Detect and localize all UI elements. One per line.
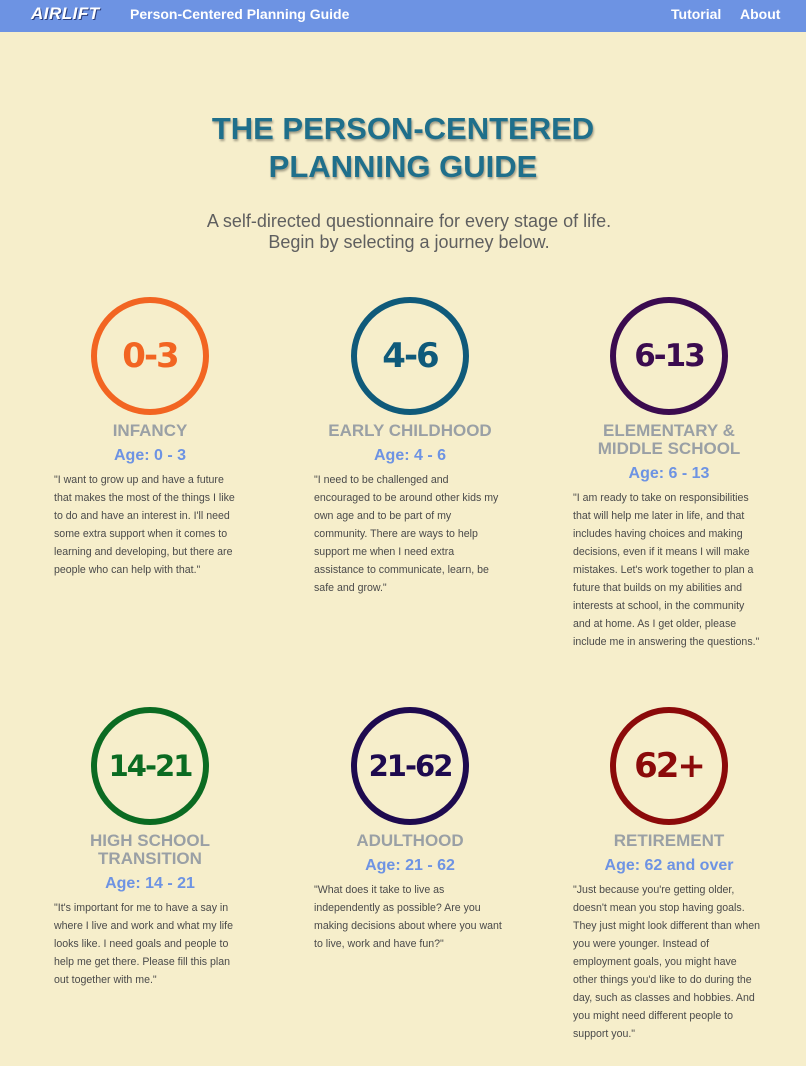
stage-title[interactable] [561,832,777,850]
nav-tutorial-link[interactable]: Tutorial [671,6,722,22]
stage-quote: "I am ready to take on responsibilities that will help me later in life, and that includes having choices and making decisions, even if it means I will make mistakes. Let's work together to plan a future that builds on my abilities and interests at school, in the community and at home. As I get older, please include me in answering the questions." [573,492,760,648]
nav-about-link[interactable]: About [740,6,781,22]
stage-age: Age: 4 - 6 [373,447,446,464]
page-subtitle [0,211,806,253]
stage-title-line2: MIDDLE SCHOOL [597,439,741,458]
page-subtitle-line2: Begin by selecting a journey below. [268,232,550,252]
stage-title-line1: INFANCY [112,421,188,440]
page-title-line2: PLANNING GUIDE [268,149,538,184]
stage-title[interactable] [302,422,518,440]
top-navbar [0,0,806,32]
stage-age: Age: 21 - 62 [365,857,455,874]
stage-title-line1: RETIREMENT [613,831,725,850]
age-62-plus-badge[interactable]: 62+ [610,707,728,825]
stage-age: Age: 14 - 21 [105,875,195,892]
stage-quote: "I need to be challenged and encouraged to be around other kids my own age and to be part of my community. There are ways to help support me when I need extra assistance to communicate, learn, be safe and grow." [314,474,499,594]
app-title[interactable]: Person-Centered Planning Guide [130,6,350,22]
stage-age: Age: 62 and over [604,857,734,874]
page-title-line1: THE PERSON-CENTERED [211,111,595,146]
stage-title-line1: ELEMENTARY & [603,421,735,440]
stage-age: Age: 6 - 13 [628,465,710,482]
page-subtitle-line1: A self-directed questionnaire for every stage of life. [206,211,612,231]
stage-age: Age: 0 - 3 [113,447,186,464]
age-14-21-badge[interactable]: 14-21 [91,707,209,825]
stage-quote: "I want to grow up and have a future that makes the most of the things I like to do and have an interest in. I'll need some extra support when it comes to learning and developing, but there are people who can help with that." [54,474,235,576]
stage-title-line1: HIGH SCHOOL [90,831,210,850]
stage-title[interactable] [42,832,258,868]
stage-quote: "Just because you're getting older, doesn't mean you stop having goals. They just might look different than when you were younger. Instead of employment goals, you might have other things you'd like to do during the day, such as classes and hobbies. And you might need different people to support you." [573,884,761,1040]
stage-title[interactable] [302,832,518,850]
stage-title[interactable] [561,422,777,458]
stage-title-line1: ADULTHOOD [356,831,464,850]
page-title [0,110,806,186]
stage-title-line2: TRANSITION [98,849,202,868]
stage-title[interactable] [42,422,258,440]
age-21-62-badge[interactable]: 21-62 [351,707,469,825]
age-4-6-badge[interactable]: 4-6 [351,297,469,415]
stage-quote: "What does it take to live as independently as possible? Are you making decisions about where you want to live, work and have fun?" [314,884,502,950]
airlift-logo[interactable]: AIRLIFT [31,4,100,23]
stage-quote: "It's important for me to have a say in where I live and work and what my life looks like. I need goals and people to help me get there. Please fill this plan out together with me." [54,902,233,986]
age-6-13-badge[interactable]: 6-13 [610,297,728,415]
age-0-3-badge[interactable]: 0-3 [91,297,209,415]
stage-title-line1: EARLY CHILDHOOD [328,421,492,440]
